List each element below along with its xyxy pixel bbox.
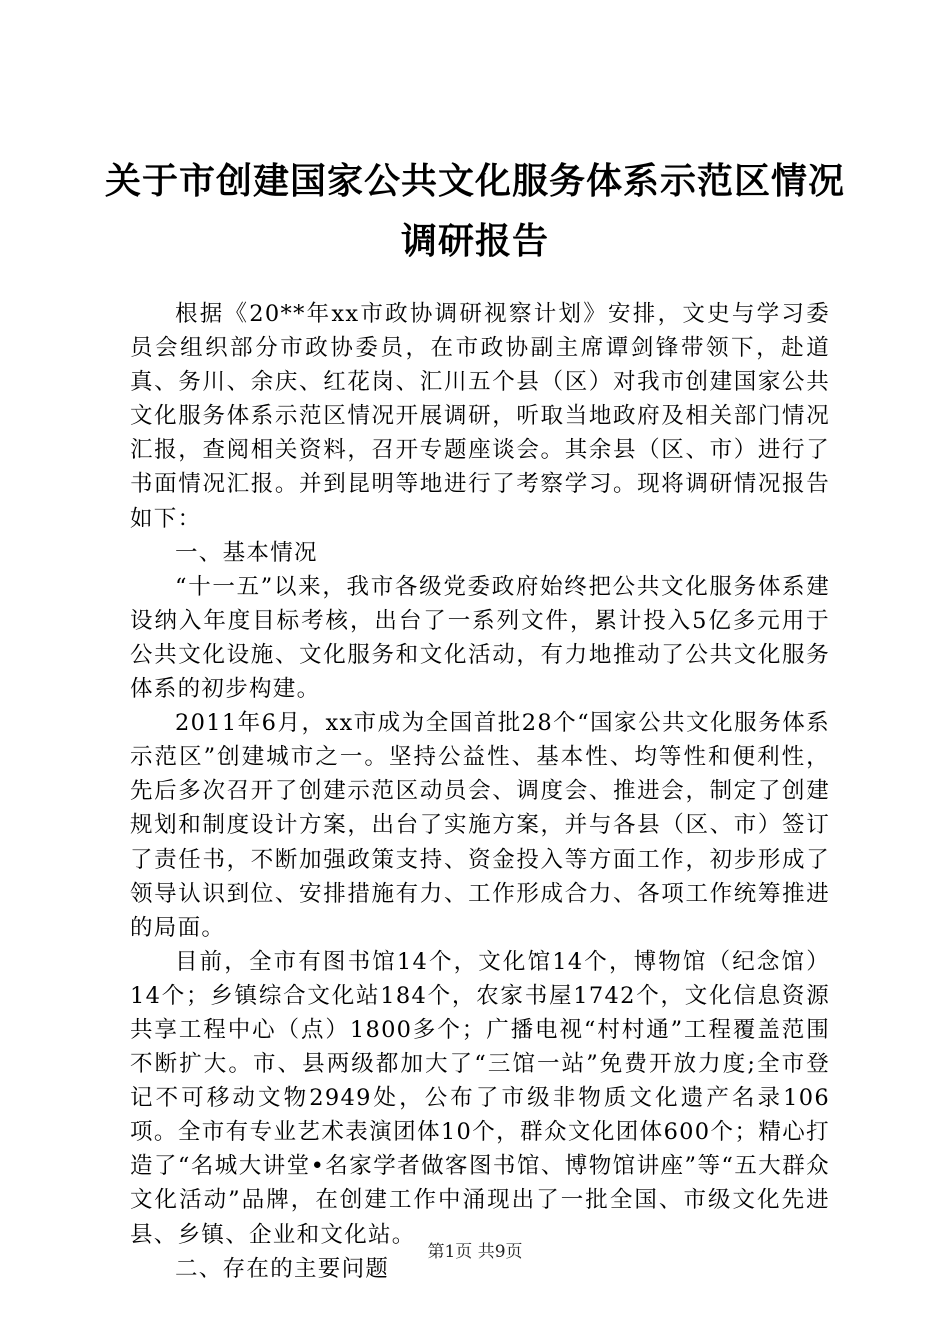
document-body (130, 297, 830, 1286)
paragraph-facilities: 目前，全市有图书馆14个，文化馆14个，博物馆（纪念馆）14个；乡镇综合文化站184个，农家书屋1742个，文化信息资源共享工程中心（点）1800多个；广播电视“村村通”工程覆盖范围不断扩大。市、县两级都加大了“三馆一站”免费开放力度;全市登记不可移动文物2949处，公布了市级非物质文化遗产名录106项。全市有专业艺术表演团体10个，群众文化团体600个；精心打造了“名城大讲堂•名家学者做客图书馆、博物馆讲座”等“五大群众文化活动”品牌，在创建工作中涌现出了一批全国、市级文化先进县、乡镇、企业和文化站。 (130, 948, 830, 1248)
page-number-footer: 第1页 共9页 (427, 1242, 523, 1262)
intro-paragraph: 根据《20**年xx市政协调研视察计划》安排，文史与学习委员会组织部分市政协委员，在市政协副主席谭剑锋带领下，赴道真、务川、余庆、红花岗、汇川五个县（区）对我市创建国家公共文化服务体系示范区情况开展调研，听取当地政府及相关部门情况汇报，查阅相关资料，召开专题座谈会。其余县（区、市）进行了书面情况汇报。并到昆明等地进行了考察学习。现将调研情况报告如下： (130, 301, 830, 532)
document-title-line-1: 关于市创建国家公共文化服务体系示范区情况 (104, 161, 845, 202)
document-title-line-2: 调研报告 (400, 221, 549, 262)
section-heading-basic-situation: 一、基本情况 (175, 539, 318, 566)
paragraph-investment: “十一五”以来，我市各级党委政府始终把公共文化服务体系建设纳入年度目标考核，出台了一系列文件，累计投入5亿多元用于公共文化设施、文化服务和文化活动，有力地推动了公共文化服务体系的初步构建。 (130, 573, 830, 703)
paragraph-demonstration-zone: 2011年6月，xx市成为全国首批28个“国家公共文化服务体系示范区”创建城市之一。坚持公益性、基本性、均等性和便利性，先后多次召开了创建示范区动员会、调度会、推进会，制定了创建规划和制度设计方案，出台了实施方案，并与各县（区、市）签订了责任书，不断加强政策支持、资金投入等方面工作，初步形成了领导认识到位、安排措施有力、工作形成合力、各项工作统筹推进的局面。 (130, 710, 830, 941)
section-heading-main-problems: 二、存在的主要问题 (175, 1255, 390, 1282)
